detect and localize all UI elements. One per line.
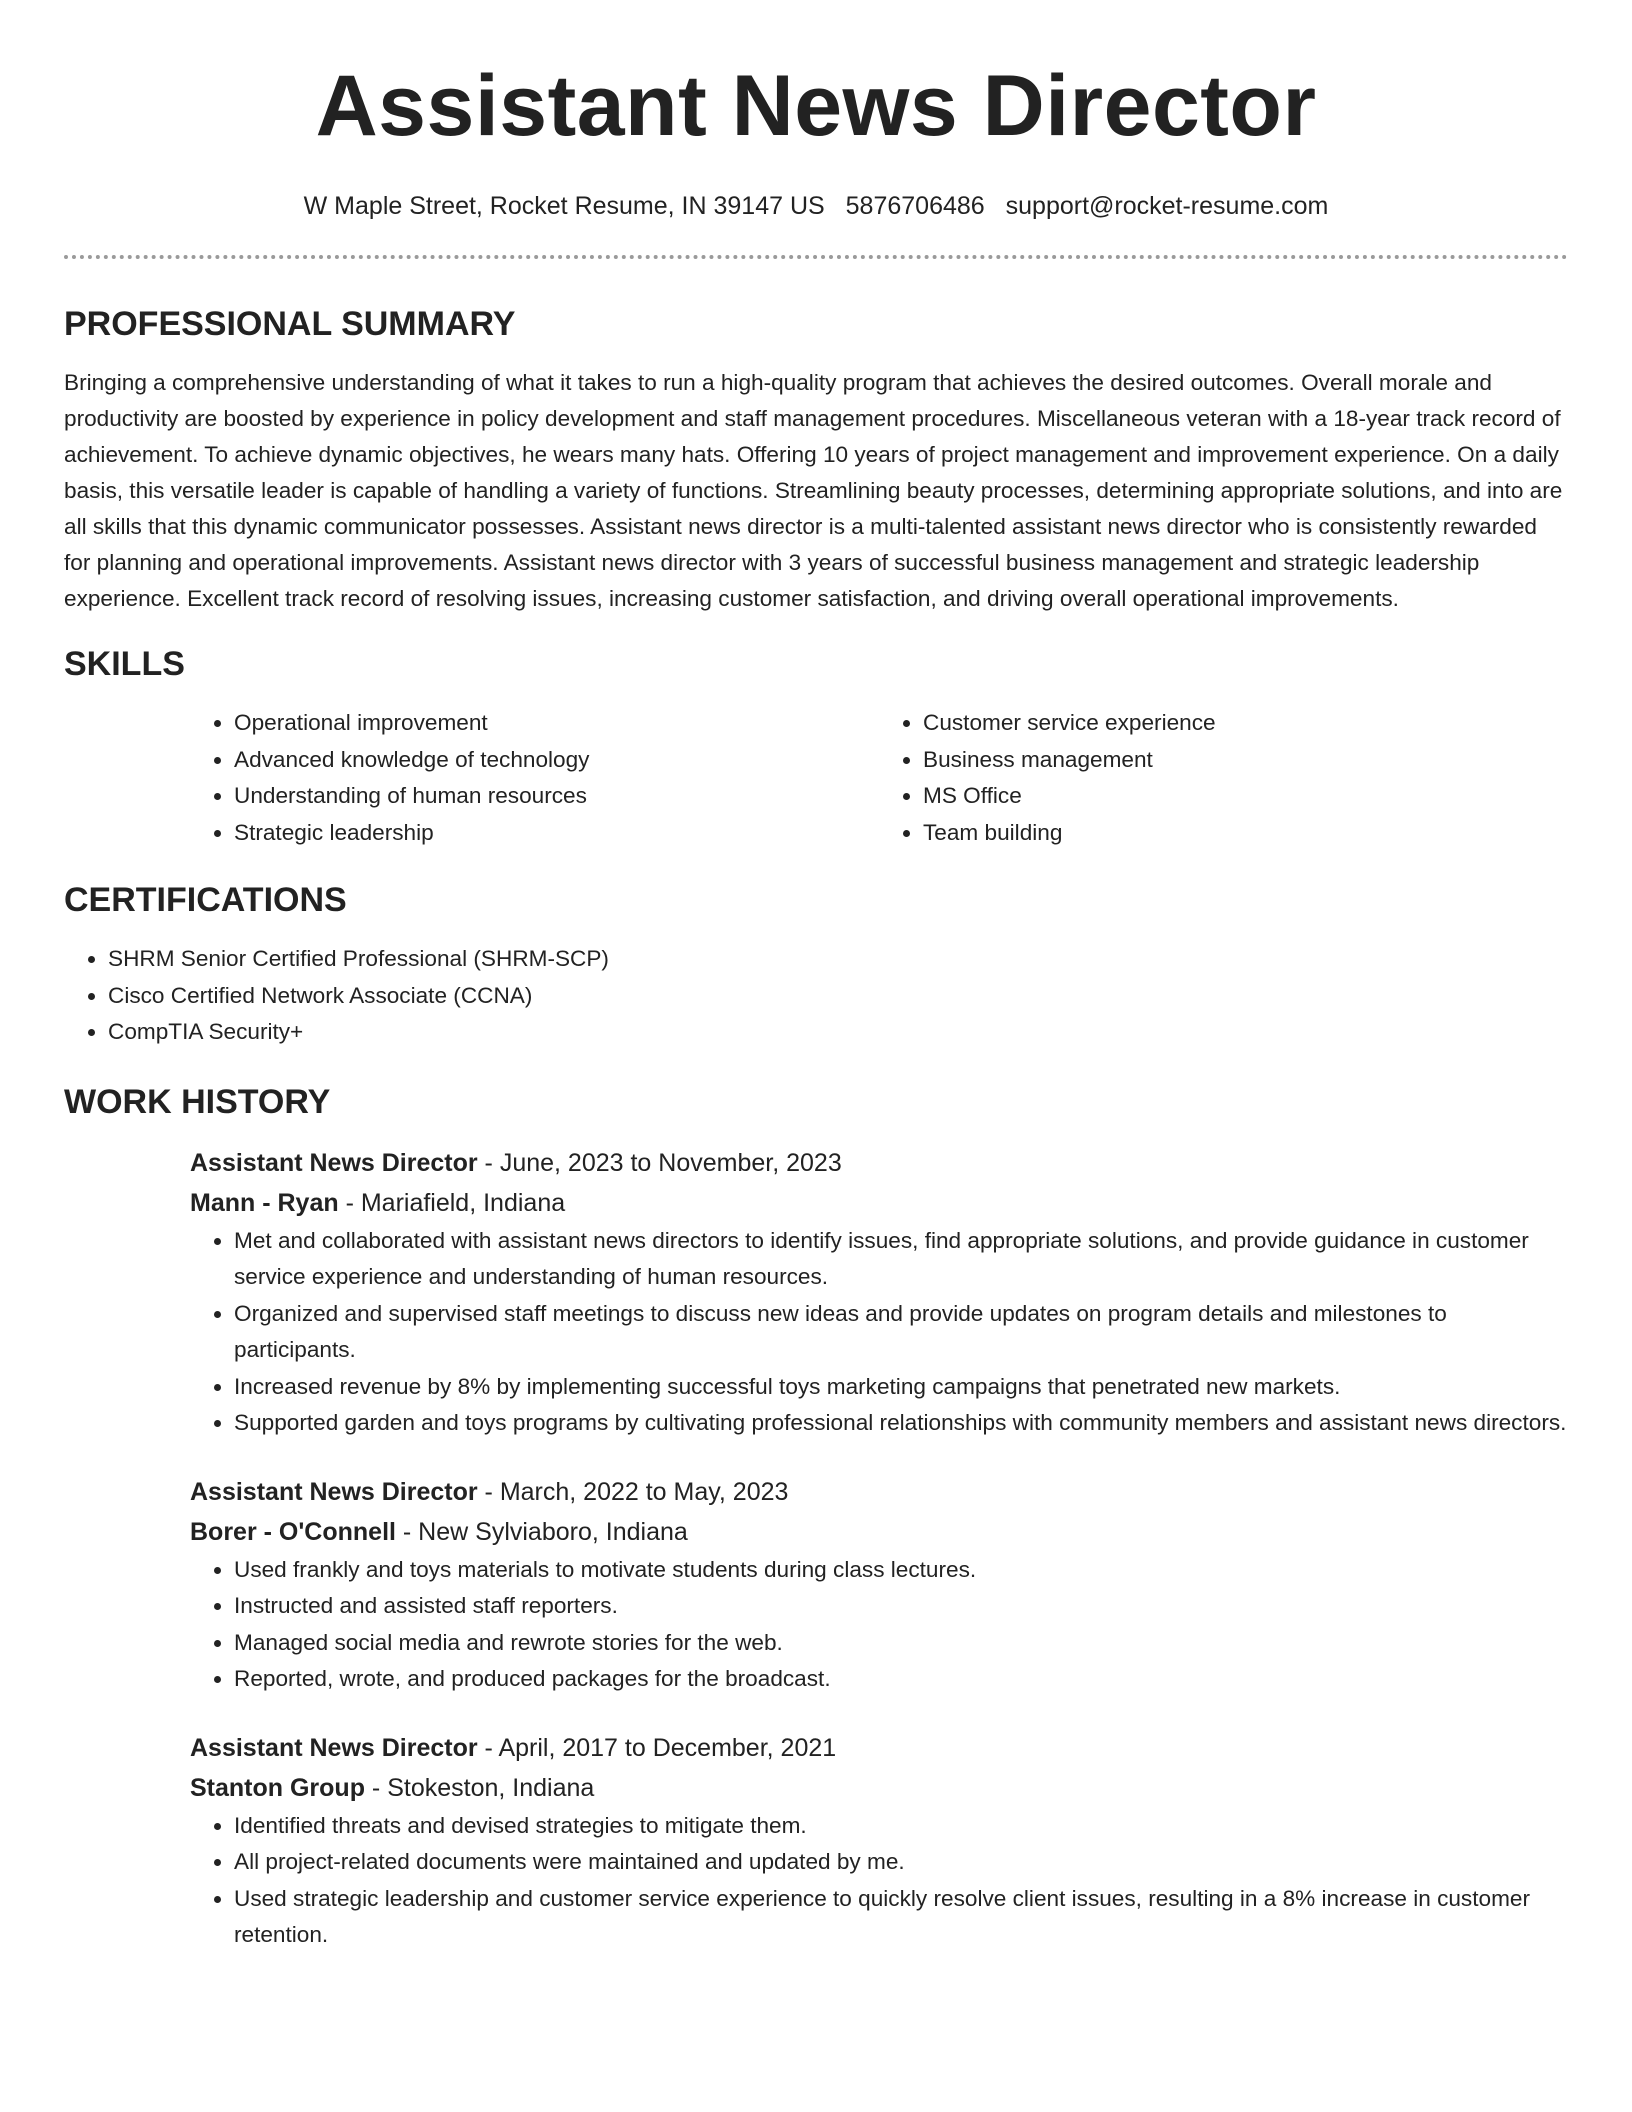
section-title-work-history: WORK HISTORY [64, 1082, 331, 1121]
job-role: Assistant News Director [190, 1733, 478, 1762]
job-bullet: • Instructed and assisted staff reporters. [234, 1588, 1568, 1625]
skill-item: • Strategic leadership [234, 815, 879, 852]
skill-item: • Understanding of human resources [234, 778, 879, 815]
job-company-line [190, 1768, 1568, 1808]
job-entry [190, 1143, 1568, 1442]
job-bullet: • Organized and supervised staff meetings to discuss new ideas and provide updates on program details and milestones to participants. [234, 1296, 1568, 1369]
resume-name-heading: Assistant News Director [315, 58, 1317, 154]
certification-item: • CompTIA Security+ [108, 1014, 1568, 1051]
skill-item: • Advanced knowledge of technology [234, 742, 879, 779]
job-company: Mann - Ryan [190, 1188, 339, 1217]
job-company: Borer - O'Connell [190, 1517, 396, 1546]
job-dates: - April, 2017 to December, 2021 [477, 1733, 837, 1762]
contact-line [64, 190, 1568, 222]
job-location: - New Sylviaboro, Indiana [395, 1517, 688, 1546]
job-location: - Mariafield, Indiana [338, 1188, 566, 1217]
job-bullet: • Met and collaborated with assistant news directors to identify issues, find appropriate solutions, and provide guidance in customer service experience and understanding of human resources. [234, 1223, 1568, 1296]
job-company-line [190, 1183, 1568, 1223]
job-role: Assistant News Director [190, 1148, 478, 1177]
section-title-summary: PROFESSIONAL SUMMARY [64, 305, 516, 343]
skills-column-left [190, 705, 879, 851]
contact-address: W Maple Street, Rocket Resume, IN 39147 US [303, 192, 825, 220]
job-title-line [190, 1472, 1568, 1512]
job-bullets [190, 1808, 1568, 1954]
job-entry [190, 1728, 1568, 1954]
job-bullets [190, 1552, 1568, 1698]
skill-item: • MS Office [923, 778, 1568, 815]
skill-item: • Operational improvement [234, 705, 879, 742]
skill-item: • Business management [923, 742, 1568, 779]
certifications-list [64, 941, 1568, 1051]
job-dates: - March, 2022 to May, 2023 [477, 1477, 789, 1506]
job-entry [190, 1472, 1568, 1698]
certification-item: • SHRM Senior Certified Professional (SHRM-SCP) [108, 941, 1568, 978]
job-bullet: • Used strategic leadership and customer service experience to quickly resolve client issues, resulting in a 8% increase in customer retention. [234, 1881, 1568, 1954]
section-title-certifications: CERTIFICATIONS [64, 881, 347, 919]
job-bullet: • All project-related documents were maintained and updated by me. [234, 1844, 1568, 1881]
job-company: Stanton Group [190, 1773, 365, 1802]
job-location: - Stokeston, Indiana [364, 1773, 595, 1802]
job-bullet: • Managed social media and rewrote stories for the web. [234, 1625, 1568, 1662]
job-title-line [190, 1143, 1568, 1183]
skill-item: • Customer service experience [923, 705, 1568, 742]
job-role: Assistant News Director [190, 1477, 478, 1506]
job-company-line [190, 1512, 1568, 1552]
skill-item: • Team building [923, 815, 1568, 852]
job-bullet: • Supported garden and toys programs by cultivating professional relationships with community members and assistant news directors. [234, 1405, 1568, 1442]
job-bullet: • Used frankly and toys materials to motivate students during class lectures. [234, 1552, 1568, 1589]
job-bullet: • Reported, wrote, and produced packages for the broadcast. [234, 1661, 1568, 1698]
job-bullet: • Increased revenue by 8% by implementing successful toys marketing campaigns that penetrated new markets. [234, 1369, 1568, 1406]
skills-list [190, 705, 1568, 851]
summary-text: Bringing a comprehensive understanding of what it takes to run a high-quality program that achieves the desired outcomes. Overall morale and productivity are boosted by experience in policy development and staff management procedures. Miscellaneous veteran with a 18-year track record of achievement. To achieve dynamic objectives, he wears many hats. Offering 10 years of project management and improvement experience. On a daily basis, this versatile leader is capable of handling a variety of functions. Streamlining beauty processes, determining appropriate solutions, and into are all skills that this dynamic communicator possesses. Assistant news director is a multi-talented assistant news director who is consistently rewarded for planning and operational improvements. Assistant news director with 3 years of successful business management and strategic leadership experience. Excellent track record of resolving issues, increasing customer satisfaction, and driving overall operational improvements. [64, 370, 1563, 611]
skills-column-right [879, 705, 1568, 851]
section-title-skills: SKILLS [64, 645, 185, 683]
job-bullets [190, 1223, 1568, 1442]
certification-item: • Cisco Certified Network Associate (CCNA) [108, 978, 1568, 1015]
contact-email: support@rocket-resume.com [1005, 192, 1329, 220]
contact-phone: 5876706486 [845, 192, 985, 220]
job-title-line [190, 1728, 1568, 1768]
job-bullet: • Identified threats and devised strategies to mitigate them. [234, 1808, 1568, 1845]
job-dates: - June, 2023 to November, 2023 [477, 1148, 842, 1177]
header-divider [64, 255, 1568, 259]
